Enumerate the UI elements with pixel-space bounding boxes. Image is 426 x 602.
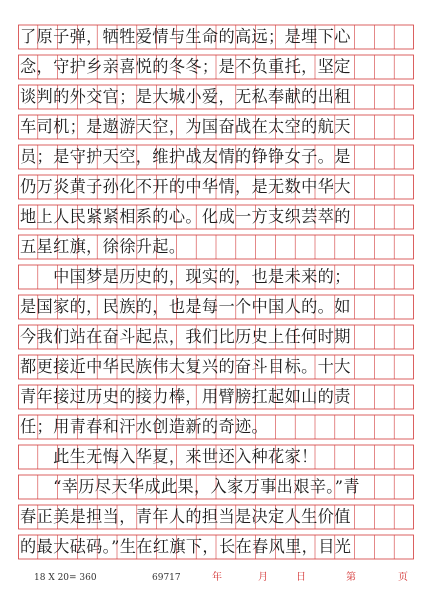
- row-text: “幸历尽天华成此果，入家万事出艰辛。”青: [20, 477, 360, 496]
- day-label: 日: [296, 572, 306, 583]
- page-suffix-label: 页: [398, 572, 408, 583]
- grid-row: [18, 382, 414, 412]
- row-text: 了原子弹，牺牲爱情与生命的高远；是埋下心: [20, 27, 351, 46]
- grid-row: [18, 232, 414, 262]
- grid-row: [18, 82, 414, 112]
- grid-row: [18, 532, 414, 562]
- row-text: 春正美是担当，青年人的担当是决定人生价值: [20, 507, 351, 526]
- page-prefix-label: 第: [346, 572, 356, 583]
- grid-row: [18, 412, 414, 442]
- paper-code: 69717: [152, 573, 181, 583]
- row-text: 五星红旗，徐徐升起。: [20, 237, 186, 256]
- grid-row: [18, 202, 414, 232]
- grid-row: [18, 22, 414, 52]
- row-text: 任；用青春和汗水创造新的奇迹。: [20, 417, 269, 436]
- row-text: 仍万炎黄子孙化不开的中华情，是无数中华大: [20, 177, 351, 196]
- row-text: 车司机；是遨游天空，为国奋战在太空的航天: [20, 117, 351, 136]
- year-label: 年: [212, 572, 222, 583]
- row-text: 员；是守护天空，维护战友情的铮铮女子。是: [20, 147, 351, 166]
- row-text: 此生无悔入华夏，来世还入种花家！: [20, 447, 318, 466]
- row-text: 都更接近中华民族伟大复兴的奋斗目标。十大: [20, 357, 351, 376]
- grid-row: [18, 262, 414, 292]
- grid-row: [18, 352, 414, 382]
- sheet-footer: [0, 568, 426, 588]
- month-label: 月: [258, 572, 268, 583]
- grid-row: [18, 142, 414, 172]
- row-text: 是国家的，民族的，也是每一个中国人的。如: [20, 297, 351, 316]
- grid-row: [18, 442, 414, 472]
- grid-row: [18, 322, 414, 352]
- composition-sheet: [18, 22, 414, 563]
- grid-row: [18, 292, 414, 322]
- grid-spec-label: 18 X 20= 360: [34, 573, 97, 583]
- row-text: 中国梦是历史的，现实的，也是未来的；: [20, 267, 351, 286]
- row-text: 念，守护乡亲喜悦的冬冬；是不负重托，坚定: [20, 57, 351, 76]
- row-text: 青年接过历史的接力棒，用臂膀扛起如山的责: [20, 387, 351, 406]
- row-text: 的最大砝码。”生在红旗下，长在春风里，目光: [20, 537, 352, 556]
- grid-row: [18, 502, 414, 532]
- grid-row: [18, 472, 414, 502]
- grid-row: [18, 52, 414, 82]
- row-text: 今我们站在奋斗起点，我们比历史上任何时期: [20, 327, 351, 346]
- grid-row: [18, 172, 414, 202]
- row-text: 谈判的外交官；是大城小爱，无私奉献的出租: [20, 87, 351, 106]
- grid-row: [18, 112, 414, 142]
- row-text: 地上人民紧紧相系的心。化成一方支织芸萃的: [20, 207, 351, 226]
